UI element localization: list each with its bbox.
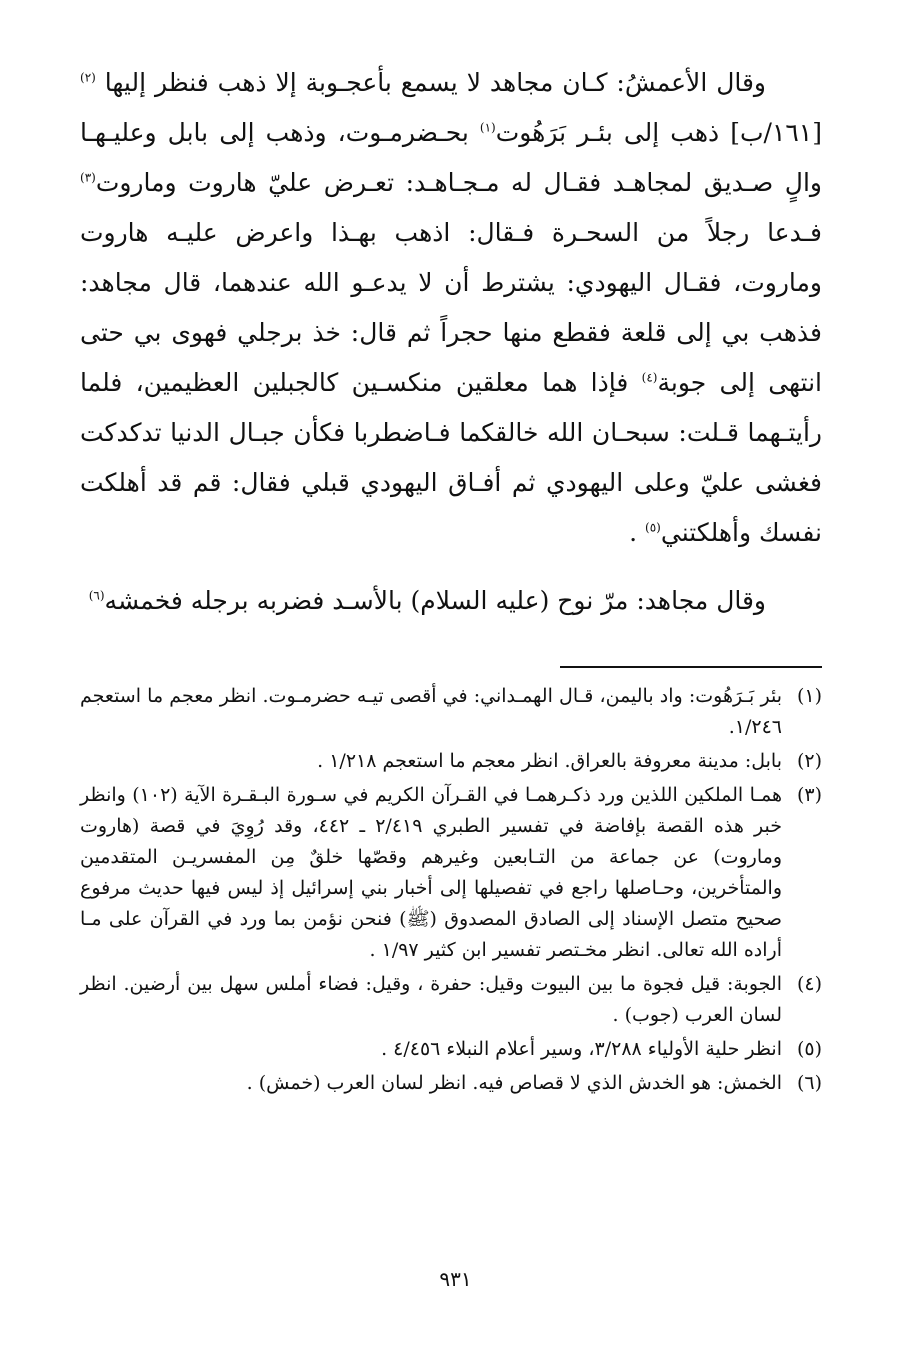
footnote-reference: (٤)	[641, 370, 658, 385]
paragraph	[80, 58, 822, 558]
footnote-text: همـا الملكين اللذين ورد ذكـرهمـا في القـرآن الكريم في سـورة البـقـرة الآية (١٠٢) وانظر خبر هذه القصة بإفاضة في تفسير الطبري ٢/٤١٩ ـ ٤٤٢، وقد رُوِيَ في قصة (هاروت وماروت) عن جماعة من التـابعين وغيرهم وقصّها خلقٌ مِن المفسريـن المتقدمين والمتأخرين، وحـاصلها راجع في تفصيلها إلى أخبار بني إسرائيل إذ ليس فيها حديث مرفوع صحيح متصل الإسناد إلى الصادق المصدوق (ﷺ) فنحن نؤمن بما ورد في القرآن على مـا أراده الله تعالى. انظر مخـتصر تفسير ابن كثير ١/٩٧ .	[80, 784, 783, 961]
paragraph-text: [١٦١/ب] ذهب إلى بئـر بَرَهُوت	[495, 118, 823, 147]
footnote-number: (٣)	[796, 784, 822, 806]
paragraph	[80, 576, 822, 626]
footnote-text: الخمش: هو الخدش الذي لا قصاص فيه. انظر لسان العرب (خمش) .	[246, 1072, 782, 1094]
page-number: ٩٣١	[439, 1267, 472, 1291]
footnote	[80, 681, 822, 743]
footnote-number: (١)	[796, 685, 822, 707]
paragraph-text: وقال مجاهد: مرّ نوح (عليه السلام) بالأسـد فضربه برجله فخمشه	[104, 586, 766, 615]
footnote-reference: (١)	[479, 120, 496, 135]
footnote-reference: (٦)	[88, 588, 105, 603]
footnote-text: بابل: مدينة معروفة بالعراق. انظر معجم ما استعجم ١/٢١٨ .	[317, 750, 782, 772]
footnotes	[80, 681, 822, 1102]
footnote	[80, 1034, 822, 1065]
footnote-reference: (٥)	[645, 520, 661, 535]
footnote-number: (٦)	[796, 1072, 822, 1094]
footnote-number: (٤)	[796, 973, 822, 995]
footnote-text: انظر حلية الأولياء ٣/٢٨٨، وسير أعلام النبلاء ٤/٤٥٦ .	[381, 1038, 782, 1060]
footnote-separator	[560, 666, 822, 668]
footnote-text: الجوبة: قيل فجوة ما بين البيوت وقيل: حفرة ، وقيل: فضاء أملس سهل بين أرضين. انظر لسان العرب (جوب) .	[80, 973, 782, 1026]
paragraph-text: فإذا هما معلقين منكسـين كالجبلين العظيمين، فلما رأيتـهما قـلت: سبحـان الله خالقكما فـاضطربا فكأن جبـال الدنيا تدكدكت فغشى عليّ وعلى اليهودي ثم أفـاق اليهودي قبلي فقال: قم قد أهلكت نفسك وأهلكتني	[80, 368, 822, 547]
paragraph-text: فـدعا رجلاً من السحـرة فـقال: اذهب بهـذا واعرض عليـه هاروت وماروت، فقـال اليهودي: يشترط أن لا يدعـو الله عندهما، قال مجاهد: فذهب بي إلى قلعة فقطع منها حجراً ثم قال: خذ برجلي فهوى بي حتى انتهى إلى جوبة	[80, 218, 823, 397]
main-text	[80, 58, 822, 626]
footnote	[80, 969, 822, 1031]
footnote-reference: (٢)	[80, 70, 96, 85]
paragraph-text: بحـضرمـوت، وذهب إلى بابل وعليـهـا والٍ صـديق لمجاهـد فقـال له مـجـاهـد: تعـرض عليّ هاروت وماروت	[80, 118, 822, 197]
paragraph-text: وقال الأعمشُ: كـان مجاهد لا يسمع بأعجـوبة إلا ذهب فنظر إليها	[104, 68, 766, 97]
footnote	[80, 780, 822, 966]
footnote-reference: (٣)	[80, 170, 96, 185]
footnote-number: (٢)	[796, 750, 822, 772]
footnote	[80, 746, 822, 777]
footnote-number: (٥)	[796, 1038, 822, 1060]
paragraph-text: .	[629, 518, 638, 547]
footnote-text: بئر بَـرَهُوت: واد باليمن، قـال الهمـداني: في أقصى تيـه حضرمـوت. انظر معجم ما استعجم ١/٢٤٦.	[80, 685, 782, 738]
footnote	[80, 1068, 822, 1099]
